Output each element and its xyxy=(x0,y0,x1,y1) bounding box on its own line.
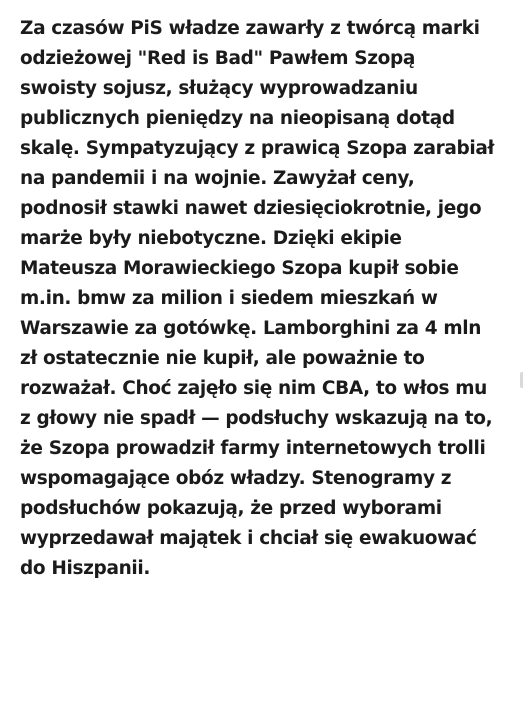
article-line: Za czasów PiS władze zawarły z twórcą marki xyxy=(20,18,480,39)
article-line: podnosił stawki nawet dziesięciokrotnie, jego xyxy=(20,198,482,219)
article-line: Warszawie za gotówkę. Lamborghini za 4 mln xyxy=(20,318,482,339)
article-line: odzieżowej "Red is Bad" Pawłem Szopą xyxy=(20,48,416,69)
article-line: na pandemii i na wojnie. Zawyżał ceny, xyxy=(20,168,415,189)
article-line: rozważał. Choć zajęło się nim CBA, to włos mu xyxy=(20,378,487,399)
article-line: z głowy nie spadł — podsłuchy wskazują na to, xyxy=(20,408,493,429)
article-line: wyprzedawał majątek i chciał się ewakuować xyxy=(20,528,477,549)
article-line: zł ostatecznie nie kupił, ale poważnie to xyxy=(20,348,425,369)
article-line: podsłuchów pokazują, że przed wyborami xyxy=(20,498,442,519)
article-line: m.in. bmw za milion i siedem mieszkań w xyxy=(20,288,438,309)
article-line: że Szopa prowadził farmy internetowych trolli xyxy=(20,438,486,459)
article-line: publicznych pieniędzy na nieopisaną dotąd xyxy=(20,108,455,129)
article-line: do Hiszpanii. xyxy=(20,558,151,579)
article-line: marże były niebotyczne. Dzięki ekipie xyxy=(20,228,402,249)
article-line: Mateusza Morawieckiego Szopa kupił sobie xyxy=(20,258,459,279)
article-line: skalę. Sympatyzujący z prawicą Szopa zarabiał xyxy=(20,138,495,159)
article-line: swoisty sojusz, służący wyprowadzaniu xyxy=(20,78,418,99)
article-body xyxy=(20,14,518,584)
article-line: wspomagające obóz władzy. Stenogramy z xyxy=(20,468,452,489)
